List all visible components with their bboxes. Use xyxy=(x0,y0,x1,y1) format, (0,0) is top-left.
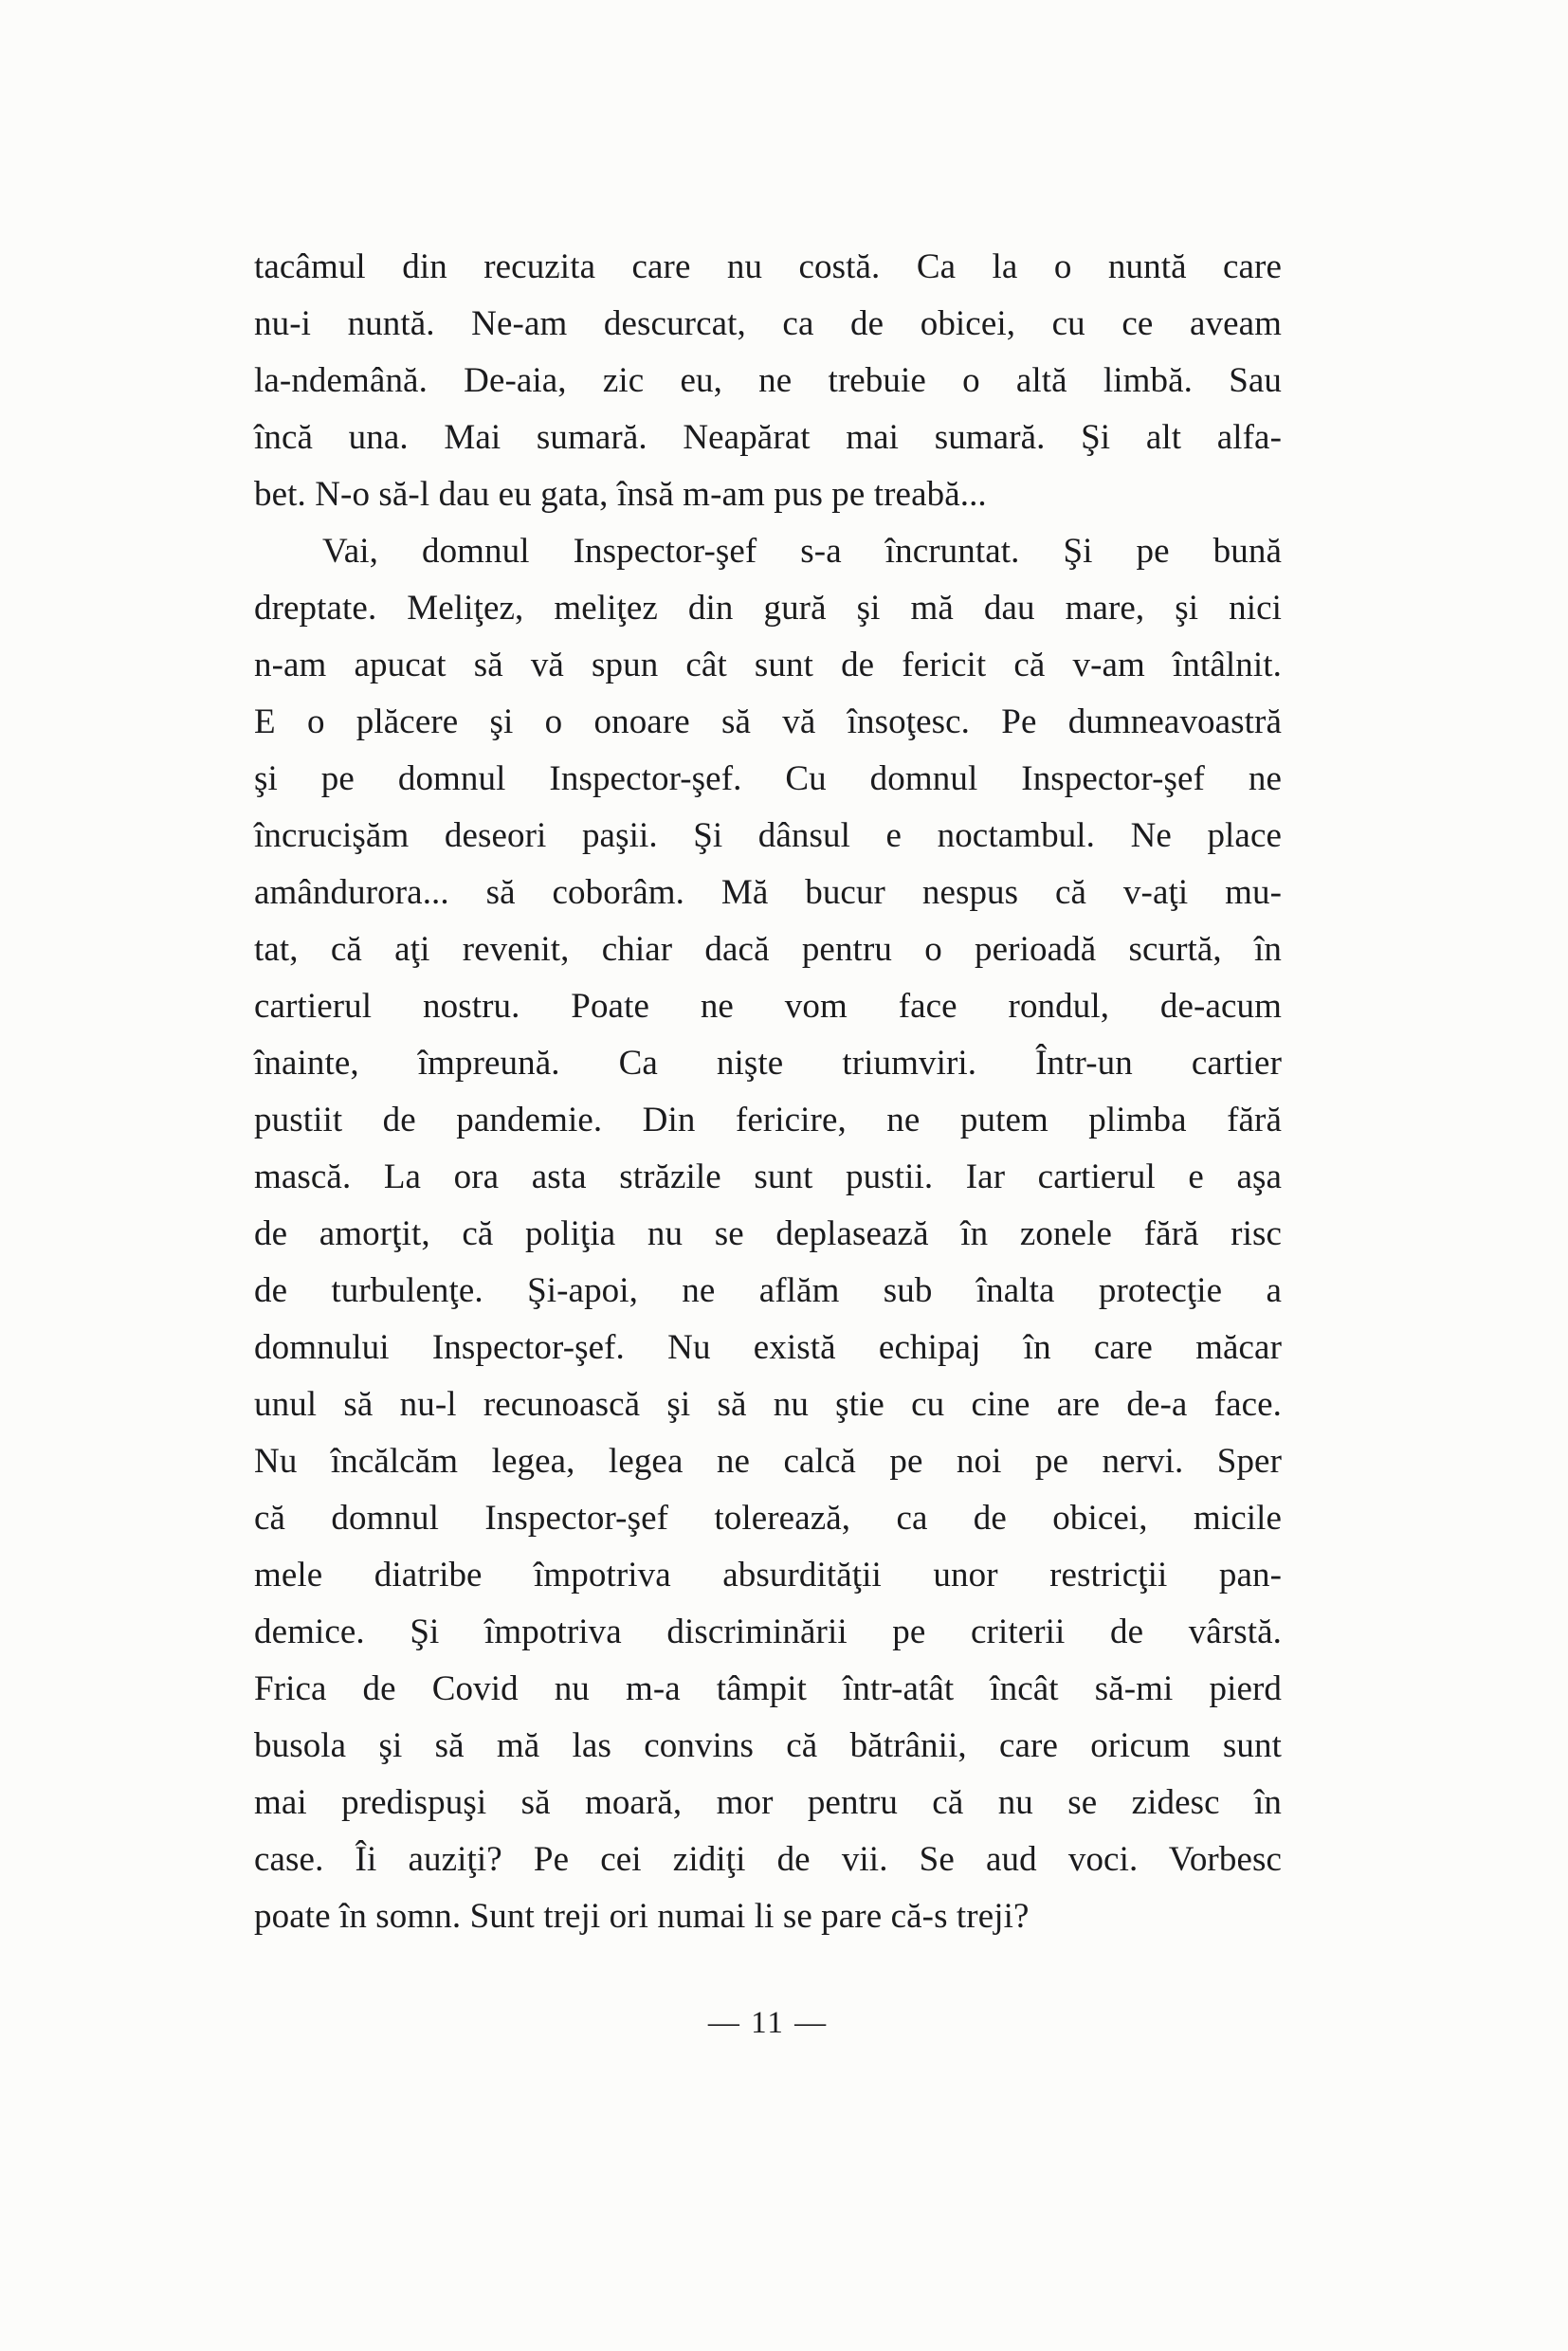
text-line: mai predispuşi să moară, mor pentru că nu se zidesc în xyxy=(254,1783,1282,1822)
text-line: încă una. Mai sumară. Neapărat mai sumară. Şi alt alfa- xyxy=(254,418,1282,457)
text-line: nu-i nuntă. Ne-am descurcat, ca de obicei, cu ce aveam xyxy=(254,304,1282,343)
text-line: Frica de Covid nu m-a tâmpit într-atât încât să-mi pierd xyxy=(254,1669,1282,1708)
text-line: tacâmul din recuzita care nu costă. Ca la o nuntă care xyxy=(254,247,1282,286)
text-line: tat, că aţi revenit, chiar dacă pentru o perioadă scurtă, în xyxy=(254,930,1282,969)
text-line: încrucişăm deseori paşii. Şi dânsul e noctambul. Ne place xyxy=(254,816,1282,855)
text-block xyxy=(254,239,1282,1945)
page-number: — 11 — xyxy=(707,2006,829,2040)
text-line: mele diatribe împotriva absurdităţii unor restricţii pan- xyxy=(254,1556,1282,1595)
text-line: unul să nu-l recunoască şi să nu ştie cu cine are de-a face. xyxy=(254,1385,1282,1424)
text-line: poate în somn. Sunt treji ori numai li se pare că-s treji? xyxy=(254,1897,1030,1936)
text-line: demice. Şi împotriva discriminării pe criterii de vârstă. xyxy=(254,1613,1282,1651)
text-line: de turbulenţe. Şi-apoi, ne aflăm sub înalta protecţie a xyxy=(254,1271,1282,1310)
text-line: înainte, împreună. Ca nişte triumviri. Într-un cartier xyxy=(254,1044,1282,1083)
text-line: de amorţit, că poliţia nu se deplasează în zonele fără risc xyxy=(254,1214,1282,1253)
text-line: şi pe domnul Inspector-şef. Cu domnul Inspector-şef ne xyxy=(254,759,1282,798)
text-line: domnului Inspector-şef. Nu există echipaj în care măcar xyxy=(254,1328,1282,1367)
text-line: Nu încălcăm legea, legea ne calcă pe noi pe nervi. Sper xyxy=(254,1442,1282,1481)
text-line: Vai, domnul Inspector-şef s-a încruntat. Şi pe bună xyxy=(322,532,1282,571)
text-line: mască. La ora asta străzile sunt pustii. Iar cartierul e aşa xyxy=(254,1157,1282,1196)
text-line: amândurora... să coborâm. Mă bucur nespus că v-aţi mu- xyxy=(254,873,1282,912)
text-line: busola şi să mă las convins că bătrânii, care oricum sunt xyxy=(254,1726,1282,1765)
text-line: case. Îi auziţi? Pe cei zidiţi de vii. Se aud voci. Vorbesc xyxy=(254,1840,1282,1879)
text-line: dreptate. Meliţez, meliţez din gură şi mă dau mare, şi nici xyxy=(254,589,1282,628)
text-line: pustiit de pandemie. Din fericire, ne putem plimba fără xyxy=(254,1101,1282,1139)
text-line: bet. N-o să-l dau eu gata, însă m-am pus pe treabă... xyxy=(254,475,987,514)
text-line: E o plăcere şi o onoare să vă însoţesc. Pe dumneavoastră xyxy=(254,702,1282,741)
text-line: cartierul nostru. Poate ne vom face rondul, de-acum xyxy=(254,987,1282,1026)
text-line: n-am apucat să vă spun cât sunt de fericit că v-am întâlnit. xyxy=(254,646,1282,684)
text-line: că domnul Inspector-şef tolerează, ca de obicei, micile xyxy=(254,1499,1282,1538)
text-line: la-ndemână. De-aia, zic eu, ne trebuie o altă limbă. Sau xyxy=(254,361,1282,400)
